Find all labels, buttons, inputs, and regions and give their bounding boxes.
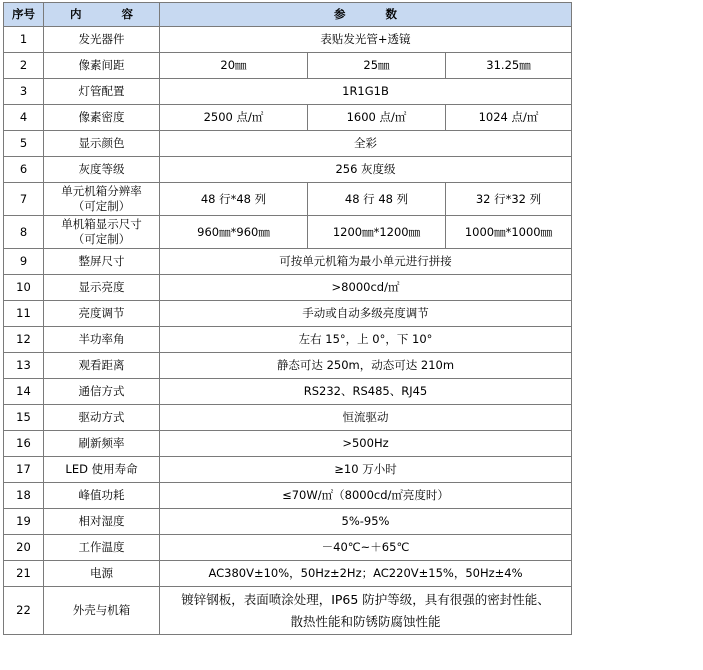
row-item: 观看距离: [44, 353, 160, 379]
row-item-line: 单元机箱分辨率: [61, 184, 142, 198]
table-row: [4, 27, 572, 53]
row-value: 1200㎜*1200㎜: [308, 216, 446, 249]
row-item: 像素密度: [44, 105, 160, 131]
table-row: [4, 53, 572, 79]
row-value: 可按单元机箱为最小单元进行拼接: [160, 249, 572, 275]
row-no: 19: [4, 509, 44, 535]
table-row: [4, 301, 572, 327]
row-item-note: （可定制）: [72, 232, 131, 246]
row-no: 3: [4, 79, 44, 105]
row-item: [44, 216, 160, 249]
row-item: 发光器件: [44, 27, 160, 53]
row-item: 灰度等级: [44, 157, 160, 183]
row-item: 显示颜色: [44, 131, 160, 157]
row-value: 31.25㎜: [446, 53, 572, 79]
row-no: 9: [4, 249, 44, 275]
row-item: 半功率角: [44, 327, 160, 353]
spec-table: [3, 2, 572, 635]
row-no: 20: [4, 535, 44, 561]
row-value: 1R1G1B: [160, 79, 572, 105]
row-no: 16: [4, 431, 44, 457]
row-value-line: 散热性能和防锈防腐蚀性能: [290, 613, 441, 629]
row-value: >500Hz: [160, 431, 572, 457]
row-no: 1: [4, 27, 44, 53]
table-row: [4, 157, 572, 183]
row-item: 外壳与机箱: [44, 587, 160, 635]
row-value: ≥10 万小时: [160, 457, 572, 483]
table-row: [4, 105, 572, 131]
row-item-note: （可定制）: [72, 199, 131, 213]
row-item: 显示亮度: [44, 275, 160, 301]
row-value: 1024 点/㎡: [446, 105, 572, 131]
row-value: －40℃~＋65℃: [160, 535, 572, 561]
table-row: [4, 216, 572, 249]
table-row: [4, 457, 572, 483]
table-row: [4, 183, 572, 216]
row-item: 工作温度: [44, 535, 160, 561]
table-row: [4, 535, 572, 561]
table-row: [4, 353, 572, 379]
row-no: 8: [4, 216, 44, 249]
row-value: 左右 15°，上 0°，下 10°: [160, 327, 572, 353]
row-item: [44, 183, 160, 216]
header-params: [160, 3, 572, 27]
row-item: 峰值功耗: [44, 483, 160, 509]
row-value: 2500 点/㎡: [160, 105, 308, 131]
row-value: 全彩: [160, 131, 572, 157]
row-value: RS232、RS485、RJ45: [160, 379, 572, 405]
table-row: [4, 431, 572, 457]
row-value: 恒流驱动: [160, 405, 572, 431]
row-no: 21: [4, 561, 44, 587]
row-item: 整屏尺寸: [44, 249, 160, 275]
row-value: 1000㎜*1000㎜: [446, 216, 572, 249]
row-no: 5: [4, 131, 44, 157]
row-item: 电源: [44, 561, 160, 587]
table-row: [4, 275, 572, 301]
table-row: [4, 131, 572, 157]
row-no: 17: [4, 457, 44, 483]
row-item-line: 单机箱显示尺寸: [61, 217, 142, 231]
row-value: [160, 587, 572, 635]
row-no: 13: [4, 353, 44, 379]
table-row: [4, 509, 572, 535]
row-no: 12: [4, 327, 44, 353]
row-no: 7: [4, 183, 44, 216]
row-item: 刷新频率: [44, 431, 160, 457]
row-value: 32 行*32 列: [446, 183, 572, 216]
row-item: 灯管配置: [44, 79, 160, 105]
row-item: 亮度调节: [44, 301, 160, 327]
row-value-line: 镀锌钢板，表面喷涂处理，IP65 防护等级，具有很强的密封性能、: [181, 591, 550, 607]
row-value: 20㎜: [160, 53, 308, 79]
table-header-row: [4, 3, 572, 27]
row-no: 14: [4, 379, 44, 405]
table-row: [4, 405, 572, 431]
row-no: 15: [4, 405, 44, 431]
row-no: 18: [4, 483, 44, 509]
row-value: 25㎜: [308, 53, 446, 79]
row-value: 960㎜*960㎜: [160, 216, 308, 249]
header-item-label: 内 容: [69, 7, 151, 21]
row-value: 表贴发光管+透镜: [160, 27, 572, 53]
row-no: 2: [4, 53, 44, 79]
table-row: [4, 483, 572, 509]
row-no: 4: [4, 105, 44, 131]
row-no: 11: [4, 301, 44, 327]
header-params-label: 参 数: [333, 7, 415, 21]
row-value: 1600 点/㎡: [308, 105, 446, 131]
table-row: [4, 79, 572, 105]
row-value: 手动或自动多级亮度调节: [160, 301, 572, 327]
row-value: 48 行*48 列: [160, 183, 308, 216]
row-value: 静态可达 250m，动态可达 210m: [160, 353, 572, 379]
row-item: LED 使用寿命: [44, 457, 160, 483]
row-value: >8000cd/㎡: [160, 275, 572, 301]
row-value: 5%-95%: [160, 509, 572, 535]
header-item: [44, 3, 160, 27]
row-no: 10: [4, 275, 44, 301]
row-value: ≤70W/㎡（8000cd/㎡亮度时）: [160, 483, 572, 509]
table-row: [4, 561, 572, 587]
row-value: 256 灰度级: [160, 157, 572, 183]
row-item: 通信方式: [44, 379, 160, 405]
row-no: 22: [4, 587, 44, 635]
row-value: AC380V±10%，50Hz±2Hz；AC220V±15%，50Hz±4%: [160, 561, 572, 587]
row-item: 像素间距: [44, 53, 160, 79]
row-item: 驱动方式: [44, 405, 160, 431]
table-row: [4, 327, 572, 353]
table-row: [4, 587, 572, 635]
header-no: 序号: [4, 3, 44, 27]
table-row: [4, 379, 572, 405]
row-value: 48 行 48 列: [308, 183, 446, 216]
row-no: 6: [4, 157, 44, 183]
row-item: 相对湿度: [44, 509, 160, 535]
table-row: [4, 249, 572, 275]
